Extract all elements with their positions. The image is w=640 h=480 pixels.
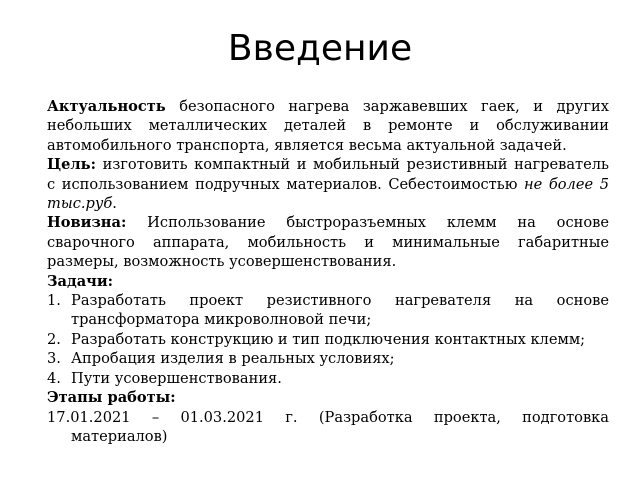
list-item-text: Разработать конструкцию и тип подключения контактных клемм; bbox=[71, 330, 586, 348]
novelty-paragraph bbox=[47, 213, 609, 271]
novelty-text: Использование быстроразъемных клемм на основе сварочного аппарата, мобильность и минимальные габаритные размеры, возможность усовершенствования. bbox=[47, 214, 609, 271]
tasks-heading bbox=[47, 272, 609, 291]
list-item-text: Апробация изделия в реальных условиях; bbox=[71, 350, 395, 368]
relevance-paragraph bbox=[47, 97, 609, 155]
list-item bbox=[47, 330, 609, 349]
stage-item: 17.01.2021 – 01.03.2021 г. (Разработка проекта, подготовка материалов) bbox=[47, 408, 609, 445]
list-item-number: 3. bbox=[47, 350, 61, 368]
list-item-number: 1. bbox=[47, 292, 61, 310]
tasks-list bbox=[47, 291, 609, 388]
slide-content bbox=[47, 97, 609, 446]
stages-heading bbox=[47, 388, 609, 407]
list-item bbox=[47, 349, 609, 368]
list-item-number: 2. bbox=[47, 330, 61, 348]
slide-title: Введение bbox=[227, 28, 413, 69]
stages-label: Этапы работы: bbox=[47, 389, 176, 407]
relevance-label: Актуальность bbox=[47, 98, 166, 115]
relevance-text: безопасного нагрева заржавевших гаек, и других небольших металлических деталей в ремонте и обслуживании автомобильного транспорта, является весьма актуальной задачей. bbox=[47, 98, 609, 154]
list-item bbox=[47, 369, 609, 388]
novelty-label: Новизна: bbox=[47, 214, 127, 232]
list-item-text: Разработать проект резистивного нагревателя на основе трансформатора микроволновой печи; bbox=[71, 292, 609, 329]
list-item-number: 4. bbox=[47, 369, 61, 387]
list-item bbox=[47, 291, 609, 330]
goal-text: изготовить компактный и мобильный резистивный нагреватель с использованием подручных материалов. Себестоимостью bbox=[47, 156, 609, 193]
goal-cost: не более 5 тыс.руб bbox=[47, 175, 610, 213]
goal-end: . bbox=[112, 195, 117, 213]
tasks-label: Задачи: bbox=[47, 272, 114, 290]
goal-label: Цель: bbox=[47, 156, 96, 174]
goal-paragraph bbox=[47, 155, 609, 213]
list-item-text: Пути усовершенствования. bbox=[71, 369, 282, 387]
